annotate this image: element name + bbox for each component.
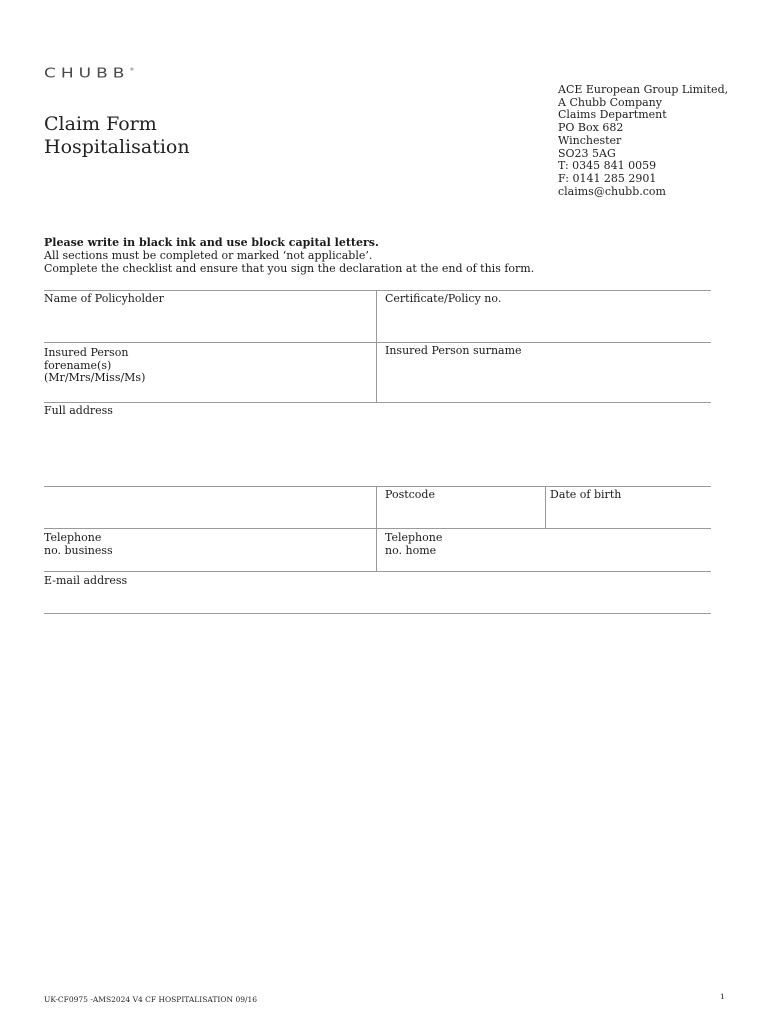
chubb-logo: CHUBB® <box>44 66 135 82</box>
tel-home-label-1: Telephone <box>385 531 443 544</box>
instructions-bold: Please write in black ink and use block capital letters. <box>44 236 379 249</box>
address-line: Winchester <box>558 133 622 147</box>
address-line: Claims Department <box>558 108 667 122</box>
address-email: claims@chubb.com <box>558 184 666 198</box>
tel-business-label-2: no. business <box>44 543 113 557</box>
page-number: 1 <box>720 992 725 1001</box>
insured-surname-field[interactable] <box>377 343 522 402</box>
title-line-2: Hospitalisation <box>44 136 190 158</box>
address-phone: T: 0345 841 0059 <box>558 159 657 173</box>
forename-label-2: forename(s) <box>44 358 112 372</box>
full-address-field[interactable] <box>44 403 711 486</box>
policyholder-name-label: Name of Policyholder <box>44 292 164 305</box>
email-field[interactable] <box>44 572 711 613</box>
forename-label-1: Insured Person <box>44 346 129 359</box>
policyholder-name-field[interactable] <box>44 291 377 342</box>
policy-number-label: Certificate/Policy no. <box>385 292 502 305</box>
address-continuation-field[interactable] <box>44 487 377 528</box>
tel-home-label-2: no. home <box>385 543 437 557</box>
instructions <box>44 236 534 275</box>
telephone-home-field[interactable] <box>377 529 442 571</box>
address-line: A Chubb Company <box>558 95 662 109</box>
date-of-birth-label: Date of birth <box>550 488 622 501</box>
title-line-1: Claim Form <box>44 113 157 135</box>
form-row-email <box>44 572 711 614</box>
postcode-label: Postcode <box>385 488 435 501</box>
address-line: ACE European Group Limited, <box>558 83 729 96</box>
postcode-field[interactable] <box>377 487 546 528</box>
tel-business-label-1: Telephone <box>44 531 102 544</box>
registered-mark: ® <box>129 67 135 73</box>
email-label: E-mail address <box>44 574 128 587</box>
claim-form-fields <box>44 290 711 614</box>
page-title <box>44 113 190 159</box>
form-reference: UK-CF0975 -AMS2024 V4 CF HOSPITALISATION 09/16 <box>44 995 258 1004</box>
address-fax: F: 0141 285 2901 <box>558 171 657 185</box>
insured-forename-field[interactable] <box>44 343 377 402</box>
address-line: PO Box 682 <box>558 121 624 135</box>
instructions-line: All sections must be completed or marked ‘not applicable’. <box>44 249 373 262</box>
form-row-insured <box>44 343 711 403</box>
form-row-policyholder <box>44 291 711 343</box>
form-row-address <box>44 403 711 487</box>
form-row-postcode <box>44 487 711 529</box>
instructions-line: Complete the checklist and ensure that you sign the declaration at the end of this form. <box>44 262 535 275</box>
policy-number-field[interactable] <box>377 291 501 342</box>
company-address <box>558 84 728 198</box>
date-of-birth-field[interactable] <box>546 487 621 528</box>
form-row-telephone <box>44 529 711 572</box>
full-address-label: Full address <box>44 404 113 417</box>
address-line: SO23 5AG <box>558 146 616 160</box>
surname-label: Insured Person surname <box>385 344 522 357</box>
telephone-business-field[interactable] <box>44 529 377 571</box>
forename-label-3: (Mr/Mrs/Miss/Ms) <box>44 371 146 385</box>
